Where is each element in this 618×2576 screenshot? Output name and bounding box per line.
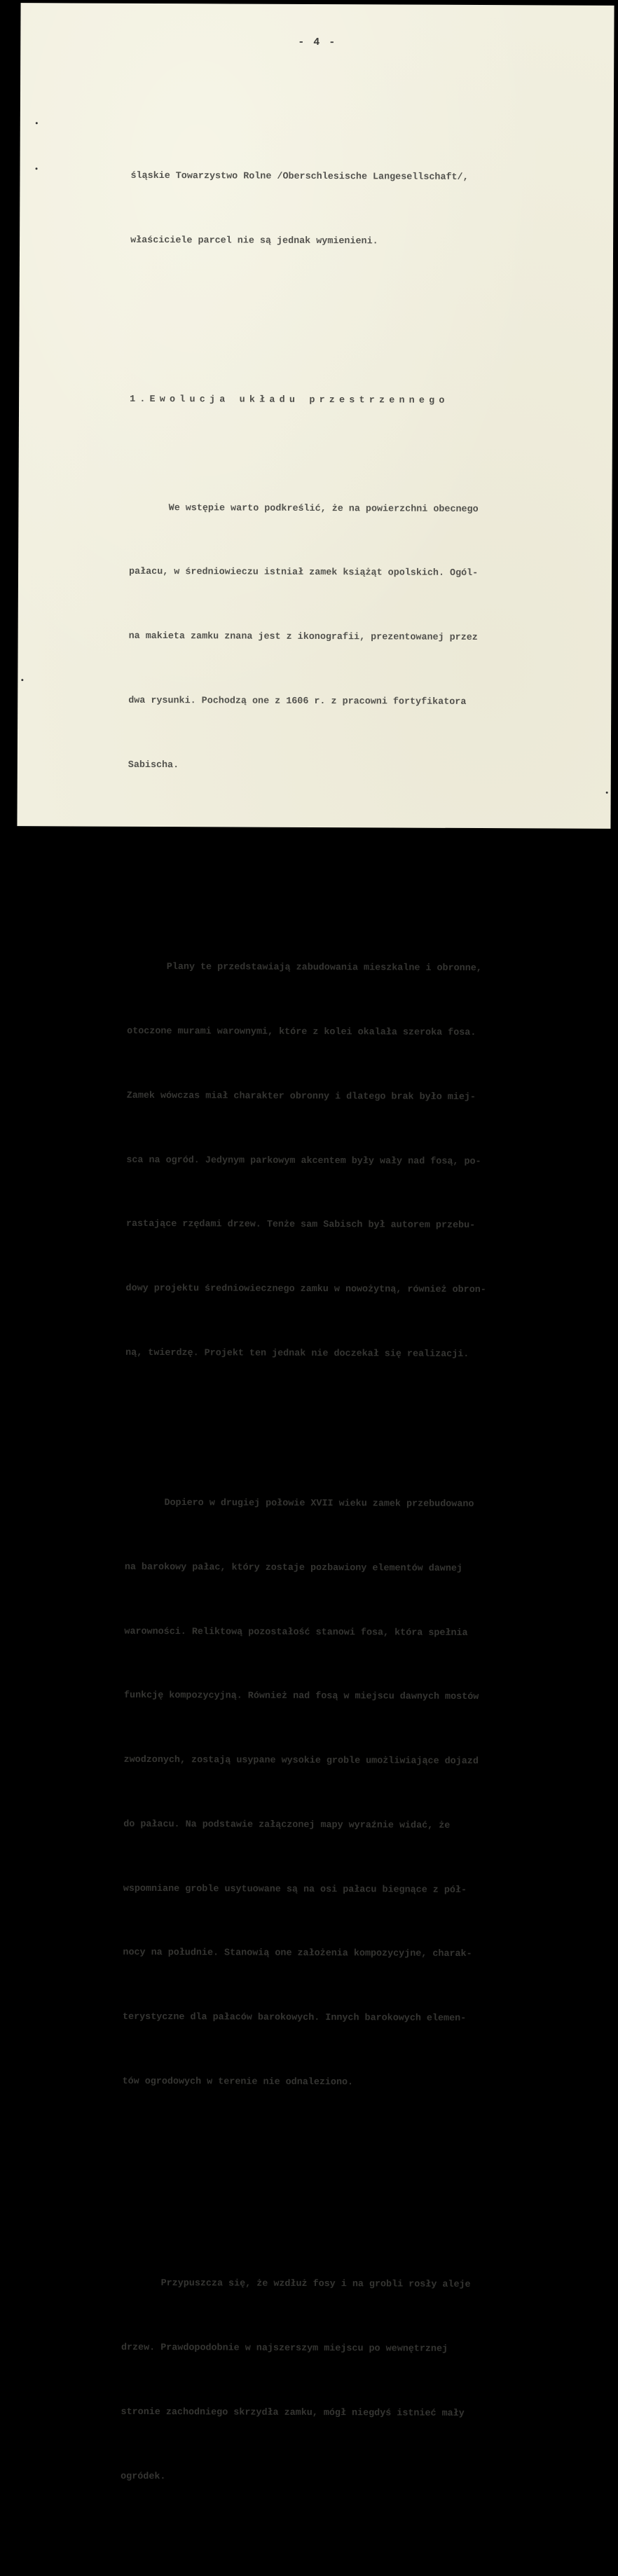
- text-line: dowy projektu średniowiecznego zamku w nowożytną, również obron-: [125, 1283, 486, 1296]
- paragraph-baroque: [122, 1450, 601, 2138]
- text-line: Przypuszcza się, że wzdłuż fosy i na grobli rosły aleje: [121, 2278, 471, 2291]
- text-line: We wstępie warto podkreślić, że na powierzchni obecnego: [129, 502, 479, 515]
- text-line: rastające rzędami drzew. Tenże sam Sabisch był autorem przebu-: [125, 1219, 476, 1232]
- text-line: właściciele parcel nie są jednak wymienieni.: [130, 235, 378, 247]
- text-line: drzew. Prawdopodobnie w najszerszym miejscu po wewnętrznej: [121, 2342, 448, 2355]
- text-line: stronie zachodniego skrzydła zamku, mógł niegdyś istnieć mały: [121, 2406, 465, 2419]
- text-line: Dopiero w drugiej połowie XVII wieku zamek przebudowano: [125, 1497, 474, 1510]
- paper-speck: [36, 122, 38, 124]
- text-line: do pałacu. Na podstawie załączonej mapy wyraźnie widać, że: [123, 1819, 451, 1831]
- paper-speck: [21, 679, 23, 681]
- text-line: warowności. Reliktową pozostałość stanowi fosa, która spełnia: [124, 1626, 468, 1639]
- text-line: terystyczne dla pałaców barokowych. Innych barokowych elemen-: [122, 2012, 467, 2025]
- paragraph-garden: [121, 2231, 598, 2533]
- document-page: [17, 3, 614, 2482]
- paragraph-plans: [125, 914, 604, 1410]
- text-line: śląskie Towarzystwo Rolne /Oberschlesische Langesellschaft/,: [130, 171, 469, 184]
- text-line: tów ogrodowych w terenie nie odnaleziono.: [122, 2076, 354, 2088]
- text-line: pałacu, w średniowieczu istniał zamek książąt opolskich. Ogól-: [128, 567, 479, 579]
- paragraph-continuation: [130, 123, 607, 297]
- text-line: funkcję kompozycyjną. Również nad fosą w miejscu dawnych mostów: [123, 1690, 479, 1703]
- text-line: zwodzonych, zostają usypane wysokie groble umożliwiające dojazd: [123, 1754, 479, 1768]
- section-heading: 1.Ewolucja układu przestrzennego: [130, 394, 449, 407]
- text-line: Sabischa.: [128, 759, 179, 771]
- text-line: sca na ogród. Jedynym parkowym akcentem były wały nad fosą, po-: [126, 1155, 481, 1167]
- text-line: na barokowy pałac, który zostaje pozbawiony elementów dawnej: [124, 1562, 463, 1574]
- page-number: - 4 -: [298, 36, 337, 49]
- text-line: wspomniane groble usytuowane są na osi pałacu biegnące z pół-: [123, 1883, 467, 1896]
- paper-speck: [606, 792, 608, 794]
- text-line: Plany te przedstawiają zabudowania mieszkalne i obronne,: [127, 961, 482, 974]
- paper-speck: [36, 167, 38, 170]
- text-line: ogródek.: [121, 2471, 166, 2482]
- text-line: nocy na południe. Stanowią one założenia kompozycyjne, charak-: [123, 1948, 472, 1960]
- paragraph-intro: [128, 455, 605, 821]
- text-line: otoczone murami warownymi, które z kolei okalała szeroka fosa.: [127, 1026, 476, 1038]
- text-line: na makieta zamku znana jest z ikonografii, prezentowanej przez: [128, 631, 478, 644]
- text-line: dwa rysunki. Pochodzą one z 1606 r. z pracowni fortyfikatora: [128, 695, 467, 708]
- text-line: Zamek wówczas miał charakter obronny i dlatego brak było miej-: [126, 1090, 476, 1103]
- text-line: ną, twierdzę. Projekt ten jednak nie doczekał się realizacji.: [125, 1347, 469, 1360]
- document-body: [121, 81, 608, 2576]
